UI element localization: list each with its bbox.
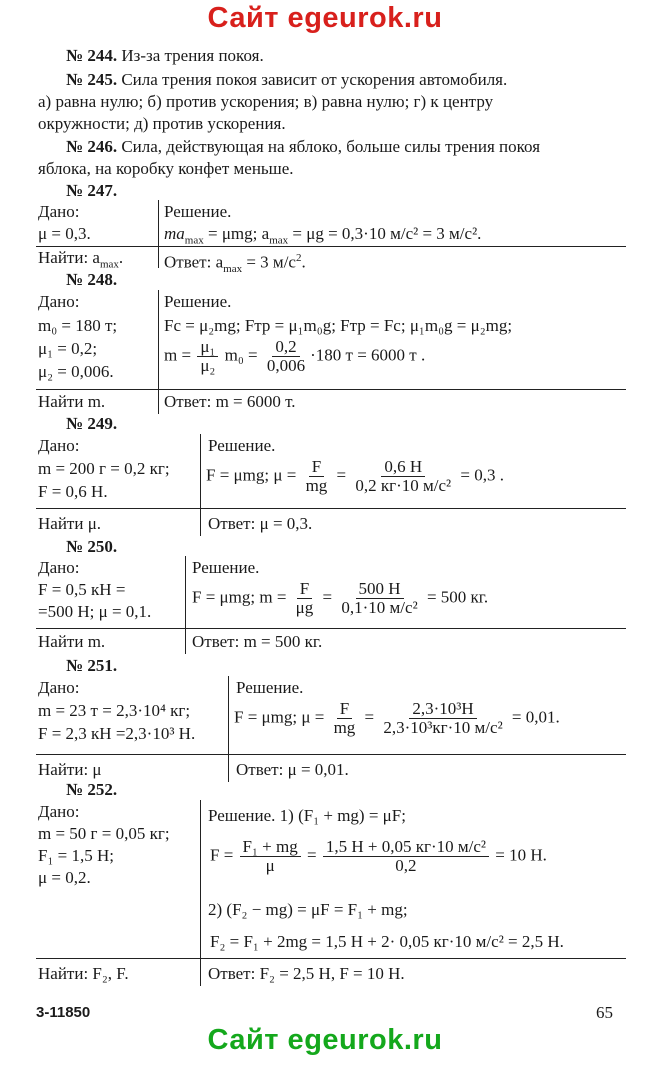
- find-label: Найти: μ: [38, 760, 102, 779]
- solution-label: Решение.: [208, 436, 276, 455]
- fraction: $\frac{F}{mg}$: [333, 699, 356, 737]
- table-divider: [158, 290, 159, 414]
- table-divider: [228, 676, 229, 782]
- fraction: $\frac{F}{mg}$: [305, 457, 328, 495]
- problem-text: Сила, действующая на яблоко, больше силы трения покоя: [121, 137, 541, 156]
- problem-245-line2: а) равна нулю; б) против ускорения; в) равна нулю; г) к центру: [38, 92, 494, 111]
- fraction: $\frac{\text{F₁ + mg}}{\mu}$: [240, 838, 301, 875]
- solution-line1: Fс = μ₂mg; Fтр = μ₁m₀g; Fтр = Fс; μ₁m₀g = μ₂mg;: [164, 316, 513, 335]
- fraction: $\frac{\text{2,3·10³Н}}{\text{2,3·10³кг·10 м/с²}}$: [383, 699, 503, 737]
- table-divider: [200, 434, 201, 536]
- given-label: Дано:: [38, 558, 80, 577]
- solution-formula: $ma_{max} = \mu mg$; $a_{max} = \mu g = 0,3\cdot 10$ м/с² = 3 м/с².: [164, 224, 482, 247]
- problem-248-number: № 248.: [66, 270, 118, 289]
- answer: Ответ: $a_{max} = 3$ $м/с^2$.: [164, 252, 306, 276]
- solution-label: Решение.: [164, 292, 232, 311]
- given-F1: F₁ = 1,5 Н;: [38, 846, 114, 865]
- given-label: Дано:: [38, 678, 80, 697]
- fraction: $\frac{\text{μ₁}}{\text{μ₂}}$: [197, 338, 218, 375]
- find-label: Найти: $a_{max}$.: [38, 248, 124, 271]
- table-divider: [36, 754, 626, 755]
- answer: Ответ: m = 6000 т.: [164, 392, 296, 411]
- solution-step2: 2) (F₂ − mg) = μF = F₁ + mg;: [208, 900, 408, 919]
- given-F2: =500 Н; μ = 0,1.: [38, 602, 152, 621]
- given-F: F = 0,5 кН =: [38, 580, 126, 599]
- given-mu1: μ₁ = 0,2;: [38, 339, 98, 358]
- table-divider: [158, 200, 159, 268]
- site-watermark-bottom: Сайт egeurok.ru: [207, 1024, 443, 1056]
- answer: Ответ: μ = 0,01.: [236, 760, 349, 779]
- solution-formula: F = μmg; μ = $\frac{F}{mg}$ = $\frac{0,6 Н}{\text{0,2 кг·10 м/с²}}$ = 0,3 .: [206, 457, 505, 495]
- given-F: F = 2,3 кН =2,3·10³ Н.: [38, 724, 196, 743]
- solution-formula: F = μmg; μ = $\frac{F}{mg}$ = $\frac{\text{2,3·10³Н}}{\text{2,3·10³кг·10 м/с²}}$ = 0,01.: [234, 699, 560, 737]
- problem-246: [66, 137, 540, 157]
- find-label: Найти μ.: [38, 514, 102, 533]
- table-divider: [36, 246, 626, 247]
- table-divider: [36, 958, 626, 959]
- fraction: $\frac{500 Н}{\text{0,1·10 м/с²}}$: [341, 579, 418, 617]
- site-watermark-top: Сайт egeurok.ru: [207, 2, 443, 34]
- table-divider: [185, 556, 186, 654]
- book-code: 3-11850: [36, 1004, 91, 1021]
- given-mu: μ = 0,3.: [38, 224, 91, 243]
- given-label: Дано:: [38, 802, 80, 821]
- given-m0: m₀ = 180 т;: [38, 316, 118, 335]
- find-label: Найти: F₂, F.: [38, 964, 129, 983]
- table-divider: [36, 508, 626, 509]
- fraction: $\frac{F}{\mu g}$: [295, 579, 314, 617]
- problem-244: [66, 46, 264, 66]
- problem-250-number: № 250.: [66, 537, 118, 556]
- given-mu2: μ₂ = 0,006.: [38, 362, 114, 381]
- given-m: m = 50 г = 0,05 кг;: [38, 824, 170, 843]
- problem-number: № 246.: [66, 137, 118, 156]
- problem-number: № 245.: [66, 70, 118, 89]
- problem-245-line3: окружности; д) против ускорения.: [38, 114, 286, 133]
- solution-formula: F = μmg; m = $\frac{F}{\mu g}$ = $\frac{500 Н}{\text{0,1·10 м/с²}}$ = 500 кг.: [192, 579, 489, 617]
- find-label: Найти m.: [38, 632, 106, 651]
- answer: Ответ: F₂ = 2,5 Н, F = 10 Н.: [208, 964, 405, 983]
- answer: Ответ: m = 500 кг.: [192, 632, 323, 651]
- given-label: Дано:: [38, 202, 80, 221]
- fraction: $\frac{0,2}{0,006}$: [266, 337, 306, 375]
- given-m: m = 23 т = 2,3·10⁴ кг;: [38, 701, 191, 720]
- find-label: Найти m.: [38, 392, 106, 411]
- problem-246-line2: яблока, на коробку конфет меньше.: [38, 159, 294, 178]
- table-divider: [36, 389, 626, 390]
- problem-number: № 244.: [66, 46, 118, 65]
- solution-label: Решение.: [192, 558, 260, 577]
- solution-step3: F₂ = F₁ + 2mg = 1,5 Н + 2· 0,05 кг·10 м/с² = 2,5 Н.: [210, 932, 564, 951]
- problem-245: [66, 70, 507, 90]
- problem-249-number: № 249.: [66, 414, 118, 433]
- given-mu: μ = 0,2.: [38, 868, 91, 887]
- solution-formula: F = $\frac{\text{F₁ + mg}}{\mu}$ = $\frac{\text{1,5 Н + 0,05 кг·10 м/с²}}{0,2}$ = 10 Н.: [210, 837, 547, 875]
- given-label: Дано:: [38, 436, 80, 455]
- given-label: Дано:: [38, 292, 80, 311]
- answer: Ответ: μ = 0,3.: [208, 514, 313, 533]
- problem-text: Сила трения покоя зависит от ускорения автомобиля.: [121, 70, 508, 89]
- fraction: $\frac{\text{1,5 Н + 0,05 кг·10 м/с²}}{0,2}$: [323, 838, 489, 875]
- problem-text: Из-за трения покоя.: [121, 46, 264, 65]
- given-m: m = 200 г = 0,2 кг;: [38, 459, 170, 478]
- table-divider: [36, 628, 626, 629]
- fraction: $\frac{0,6 Н}{\text{0,2 кг·10 м/с²}}$: [355, 457, 452, 495]
- solution-label: Решение.: [236, 678, 304, 697]
- problem-251-number: № 251.: [66, 656, 118, 675]
- solution-label: Решение.: [164, 202, 232, 221]
- given-F: F = 0,6 Н.: [38, 482, 108, 501]
- solution-line2: m = $\frac{\text{μ₁}}{\text{μ₂}}$ m₀ = $\frac{0,2}{0,006}$ ·180 т = 6000 т .: [164, 337, 426, 375]
- solution-step1: Решение. 1) (F₁ + mg) = μF;: [208, 806, 406, 825]
- problem-252-number: № 252.: [66, 780, 118, 799]
- problem-247-number: № 247.: [66, 181, 118, 200]
- page-number: 65: [596, 1003, 613, 1022]
